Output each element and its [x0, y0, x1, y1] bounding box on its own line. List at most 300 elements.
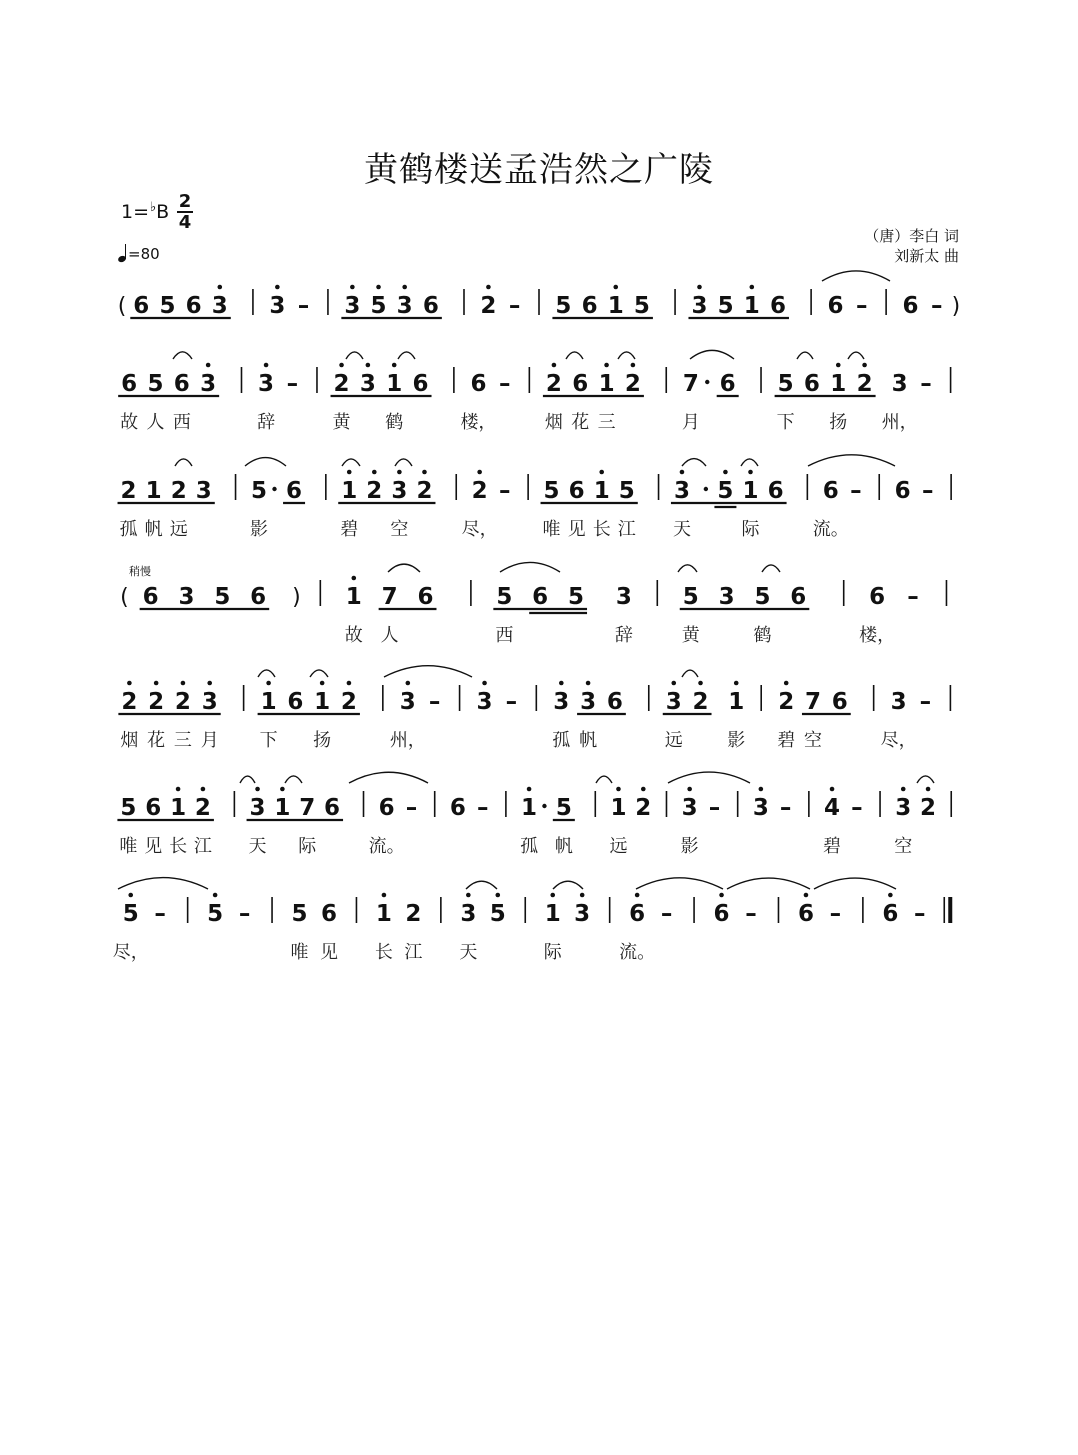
note-numeral: 1 — [375, 901, 392, 927]
high-octave-dot — [888, 893, 893, 898]
lyric-syllable: 际 — [543, 942, 562, 963]
lyric-syllable: 江 — [617, 519, 636, 540]
note-numeral: 1 — [743, 293, 760, 319]
augmentation-dot — [272, 487, 276, 491]
note-numeral: – — [405, 795, 418, 821]
lyric-syllable: 远 — [664, 730, 683, 751]
note-numeral: 6 — [572, 371, 589, 397]
note-numeral: 3 — [890, 689, 907, 715]
augmentation-dot — [542, 804, 546, 808]
note-numeral: 1 — [728, 689, 745, 715]
high-octave-dot — [527, 787, 532, 792]
note-numeral: 5 — [543, 478, 560, 504]
lyric-syllable: 孤 — [520, 836, 539, 857]
note-numeral: 1 — [314, 689, 331, 715]
high-octave-dot — [495, 893, 500, 898]
slur-arc — [682, 670, 698, 677]
high-octave-dot — [697, 285, 702, 290]
note-numeral: 5 — [207, 901, 224, 927]
high-octave-dot — [320, 681, 325, 686]
lyric-syllable: 长 — [592, 519, 611, 540]
note-numeral: 4 — [824, 795, 841, 821]
note-numeral: – — [919, 689, 932, 715]
high-octave-dot — [422, 470, 427, 475]
note-numeral: 2 — [624, 371, 641, 397]
note-numeral: 5 — [555, 293, 572, 319]
slur-arc — [466, 881, 497, 889]
parenthesis: ) — [951, 294, 961, 319]
high-octave-dot — [804, 893, 809, 898]
note-numeral: 5 — [147, 371, 164, 397]
note-numeral: 2 — [340, 689, 357, 715]
note-numeral: 5 — [717, 293, 734, 319]
lyric-syllable: 碧 — [777, 730, 796, 751]
note-numeral: 2 — [366, 478, 383, 504]
note-numeral: – — [920, 371, 932, 397]
slur-arc — [596, 776, 612, 783]
note-numeral: 3 — [211, 293, 228, 319]
time-signature-bottom: 4 — [178, 212, 192, 233]
high-octave-dot — [784, 681, 789, 686]
note-numeral: 3 — [580, 689, 597, 715]
high-octave-dot — [351, 576, 356, 581]
slur-arc — [668, 772, 750, 783]
note-numeral: 5 — [568, 584, 585, 610]
lyric-syllable: 花 — [571, 412, 590, 433]
lyric-syllable: 辞 — [614, 625, 633, 646]
lyric-syllable: 流。 — [368, 836, 405, 857]
lyric-syllable: 下 — [776, 412, 795, 433]
note-numeral: 1 — [598, 371, 615, 397]
note-numeral: 3 — [200, 371, 217, 397]
lyric-syllable: 辞 — [257, 412, 276, 433]
high-octave-dot — [127, 681, 132, 686]
note-numeral: 1 — [386, 371, 403, 397]
parenthesis: ) — [292, 585, 301, 610]
tempo-value: =80 — [128, 245, 160, 263]
note-numeral: – — [498, 478, 511, 504]
high-octave-dot — [680, 470, 685, 475]
note-numeral: 3 — [359, 371, 376, 397]
slur-arc — [175, 459, 192, 466]
note-numeral: – — [499, 371, 511, 397]
lyric-syllable: 孤 — [119, 519, 138, 540]
high-octave-dot — [397, 470, 402, 475]
note-numeral: – — [154, 901, 166, 927]
note-numeral: 6 — [532, 584, 549, 610]
high-octave-dot — [836, 363, 841, 368]
note-numeral: 3 — [476, 689, 493, 715]
note-numeral: 2 — [174, 689, 191, 715]
note-numeral: 6 — [831, 689, 848, 715]
lyric-syllable: 见 — [567, 519, 586, 540]
note-numeral: 2 — [545, 371, 562, 397]
note-numeral: 5 — [120, 795, 137, 821]
slur-arc — [618, 352, 635, 359]
note-numeral: – — [779, 795, 792, 821]
high-octave-dot — [176, 787, 181, 792]
high-octave-dot — [181, 681, 186, 686]
lyric-syllable: 黄 — [681, 625, 700, 646]
high-octave-dot — [275, 285, 280, 290]
note-numeral: 6 — [902, 293, 919, 319]
high-octave-dot — [266, 681, 271, 686]
note-numeral: 6 — [827, 293, 844, 319]
note-numeral: 2 — [635, 795, 652, 821]
slur-arc — [258, 670, 275, 677]
high-octave-dot — [734, 681, 739, 686]
lyric-syllable: 远 — [609, 836, 628, 857]
note-numeral: 6 — [378, 795, 395, 821]
note-numeral: – — [745, 901, 757, 927]
note-numeral: 2 — [148, 689, 165, 715]
note-numeral: 6 — [769, 293, 786, 319]
note-numeral: – — [930, 293, 943, 319]
note-numeral: 6 — [894, 478, 911, 504]
lyric-syllable: 尽， — [880, 730, 917, 751]
slur-arc — [285, 776, 302, 783]
note-numeral: 1 — [274, 795, 291, 821]
high-octave-dot — [466, 893, 471, 898]
note-numeral: 6 — [803, 371, 820, 397]
slur-arc — [762, 565, 780, 572]
high-octave-dot — [280, 787, 285, 792]
high-octave-dot — [604, 363, 609, 368]
lyric-syllable: 流。 — [619, 942, 656, 963]
note-numeral: 5 — [717, 478, 734, 504]
lyric-syllable: 三 — [597, 412, 616, 433]
high-octave-dot — [392, 363, 397, 368]
high-octave-dot — [154, 681, 159, 686]
high-octave-dot — [382, 893, 387, 898]
note-numeral: 2 — [194, 795, 211, 821]
high-octave-dot — [347, 470, 352, 475]
note-numeral: 6 — [713, 901, 730, 927]
lyric-syllable: 天 — [248, 836, 267, 857]
key-note: B — [156, 201, 170, 223]
note-numeral: 6 — [286, 478, 303, 504]
note-numeral: 1 — [742, 478, 759, 504]
lyric-syllable: 际 — [741, 519, 760, 540]
note-numeral: 6 — [287, 689, 304, 715]
high-octave-dot — [616, 787, 621, 792]
note-numeral: 3 — [460, 901, 477, 927]
lyric-syllable: 西 — [172, 412, 191, 433]
lyric-syllable: 尽， — [461, 519, 498, 540]
high-octave-dot — [406, 681, 411, 686]
song-title: 黄鹤楼送孟浩然之广陵 — [364, 150, 714, 190]
note-numeral: 7 — [682, 371, 699, 397]
note-numeral: 5 — [618, 478, 635, 504]
lyric-syllable: 月 — [200, 730, 219, 751]
time-signature-top: 2 — [178, 191, 192, 212]
high-octave-dot — [631, 363, 636, 368]
note-numeral: – — [855, 293, 868, 319]
note-numeral: 5 — [159, 293, 176, 319]
lyric-syllable: 远 — [169, 519, 188, 540]
note-numeral: 1 — [610, 795, 627, 821]
lyric-syllable: 江 — [404, 942, 423, 963]
lyric-syllable: 见 — [144, 836, 163, 857]
note-numeral: 5 — [122, 901, 139, 927]
lyric-syllable: 故 — [120, 412, 139, 433]
note-numeral: – — [708, 795, 721, 821]
note-numeral: 6 — [470, 371, 487, 397]
note-numeral: – — [921, 478, 934, 504]
note-numeral: – — [508, 293, 521, 319]
note-numeral: 1 — [170, 795, 187, 821]
note-numeral: – — [914, 901, 926, 927]
slur-arc — [342, 459, 360, 466]
note-numeral: 6 — [581, 293, 598, 319]
lyric-syllable: 影 — [249, 519, 268, 540]
high-octave-dot — [635, 893, 640, 898]
note-numeral: 3 — [258, 371, 275, 397]
lyric-syllable: 见 — [319, 942, 338, 963]
note-numeral: 3 — [691, 293, 708, 319]
high-octave-dot — [552, 363, 557, 368]
note-numeral: 2 — [471, 478, 488, 504]
augmentation-dot — [704, 487, 708, 491]
high-octave-dot — [213, 893, 218, 898]
high-octave-dot — [207, 681, 212, 686]
lyric-syllable: 尽， — [112, 942, 149, 963]
slur-arc — [310, 670, 328, 677]
note-numeral: – — [829, 901, 842, 927]
note-numeral: 3 — [718, 584, 735, 610]
high-octave-dot — [255, 787, 260, 792]
note-numeral: 3 — [895, 795, 912, 821]
note-numeral: 6 — [185, 293, 202, 319]
note-numeral: 6 — [320, 901, 337, 927]
note-numeral: 5 — [370, 293, 387, 319]
note-numeral: 5 — [555, 795, 572, 821]
note-numeral: 7 — [299, 795, 316, 821]
high-octave-dot — [339, 363, 344, 368]
lyricist-credit: （唐）李白 词 — [864, 227, 959, 245]
note-numeral: 6 — [173, 371, 190, 397]
note-numeral: 3 — [195, 478, 212, 504]
note-numeral: – — [907, 584, 919, 610]
high-octave-dot — [372, 470, 377, 475]
high-octave-dot — [217, 285, 222, 290]
lyric-syllable: 楼， — [460, 412, 497, 433]
note-numeral: – — [286, 371, 299, 397]
slur-arc — [245, 458, 286, 466]
slur-arc — [118, 878, 208, 889]
note-numeral: 2 — [120, 478, 137, 504]
slur-arc — [346, 352, 363, 359]
note-numeral: – — [428, 689, 441, 715]
note-numeral: 5 — [682, 584, 699, 610]
lyric-syllable: 影 — [680, 836, 699, 857]
note-numeral: 1 — [830, 371, 847, 397]
note-numeral: – — [851, 795, 863, 821]
high-octave-dot — [748, 470, 753, 475]
lyric-syllable: 长 — [374, 942, 393, 963]
high-octave-dot — [671, 681, 676, 686]
high-octave-dot — [698, 681, 703, 686]
note-numeral: 2 — [333, 371, 350, 397]
lyric-syllable: 帆 — [554, 836, 573, 857]
note-numeral: 6 — [767, 478, 784, 504]
lyric-syllable: 州， — [881, 412, 918, 433]
final-barline-thick — [948, 897, 952, 923]
slur-arc — [690, 350, 734, 359]
lyric-syllable: 江 — [193, 836, 212, 857]
high-octave-dot — [926, 787, 931, 792]
lyric-syllable: 空 — [803, 730, 822, 751]
note-numeral: 6 — [882, 901, 899, 927]
note-numeral: 2 — [856, 371, 873, 397]
lyric-syllable: 空 — [390, 519, 409, 540]
lyric-syllable: 际 — [298, 836, 317, 857]
note-numeral: 2 — [778, 689, 795, 715]
high-octave-dot — [759, 787, 764, 792]
note-numeral: 6 — [133, 293, 150, 319]
note-numeral: – — [850, 478, 862, 504]
high-octave-dot — [613, 285, 618, 290]
note-numeral: 2 — [692, 689, 709, 715]
note-numeral: 5 — [214, 584, 231, 610]
note-numeral: 3 — [681, 795, 698, 821]
note-numeral: 3 — [752, 795, 769, 821]
note-numeral: 6 — [606, 689, 623, 715]
slur-arc — [395, 459, 412, 466]
slur-arc — [917, 776, 934, 783]
note-numeral: 1 — [593, 478, 610, 504]
note-numeral: 6 — [250, 584, 267, 610]
note-numeral: 3 — [574, 901, 591, 927]
tempo-change-mark: 稍慢 — [129, 565, 151, 578]
parenthesis: ( — [120, 585, 129, 610]
slur-arc — [388, 564, 420, 572]
lyric-syllable: 三 — [173, 730, 192, 751]
note-numeral: 6 — [121, 371, 138, 397]
note-numeral: 5 — [633, 293, 650, 319]
slur-arc — [349, 772, 428, 783]
key-prefix: 1= — [121, 201, 150, 223]
high-octave-dot — [580, 893, 585, 898]
note-numeral: – — [297, 293, 310, 319]
lyric-syllable: 扬 — [313, 730, 332, 751]
lyric-syllable: 烟 — [120, 730, 139, 751]
high-octave-dot — [128, 893, 133, 898]
note-numeral: 3 — [399, 689, 416, 715]
high-octave-dot — [586, 681, 591, 686]
high-octave-dot — [719, 893, 724, 898]
note-numeral: – — [238, 901, 251, 927]
note-numeral: 1 — [607, 293, 624, 319]
note-numeral: 5 — [489, 901, 506, 927]
slur-arc — [814, 878, 896, 889]
slur-arc — [500, 562, 560, 572]
lyric-syllable: 鹤 — [753, 625, 772, 646]
high-octave-dot — [402, 285, 407, 290]
lyric-syllable: 天 — [672, 519, 691, 540]
note-numeral: 3 — [201, 689, 218, 715]
high-octave-dot — [901, 787, 906, 792]
note-numeral: 6 — [790, 584, 807, 610]
note-numeral: 1 — [345, 584, 362, 610]
note-numeral: 6 — [145, 795, 162, 821]
note-numeral: 2 — [405, 901, 422, 927]
slur-arc — [384, 666, 472, 677]
high-octave-dot — [350, 285, 355, 290]
high-octave-dot — [599, 470, 604, 475]
lyric-syllable: 天 — [459, 942, 478, 963]
note-numeral: 1 — [341, 478, 358, 504]
lyric-syllable: 长 — [169, 836, 188, 857]
lyric-syllable: 孤 — [552, 730, 571, 751]
slur-arc — [741, 459, 758, 466]
high-octave-dot — [687, 787, 692, 792]
high-octave-dot — [559, 681, 564, 686]
lyric-syllable: 帆 — [579, 730, 598, 751]
note-numeral: 1 — [145, 478, 162, 504]
note-numeral: 6 — [568, 478, 585, 504]
slur-arc — [173, 352, 192, 359]
slur-arc — [682, 459, 706, 466]
note-numeral: 3 — [665, 689, 682, 715]
lyric-syllable: 唯 — [290, 942, 309, 963]
note-numeral: 3 — [391, 478, 408, 504]
high-octave-dot — [723, 470, 728, 475]
high-octave-dot — [206, 363, 211, 368]
lyric-syllable: 流。 — [812, 519, 849, 540]
note-numeral: 3 — [396, 293, 413, 319]
lyric-syllable: 鹤 — [385, 412, 404, 433]
lyric-syllable: 扬 — [829, 412, 848, 433]
lyric-syllable: 故 — [344, 625, 363, 646]
note-numeral: 6 — [422, 293, 439, 319]
note-numeral: 7 — [381, 584, 398, 610]
note-numeral: 6 — [449, 795, 466, 821]
high-octave-dot — [550, 893, 555, 898]
high-octave-dot — [264, 363, 269, 368]
lyric-syllable: 楼， — [859, 625, 896, 646]
lyric-syllable: 人 — [380, 625, 399, 646]
lyric-syllable: 月 — [681, 412, 700, 433]
note-numeral: – — [505, 689, 518, 715]
slur-arc — [678, 565, 697, 572]
note-numeral: 3 — [344, 293, 361, 319]
slur-arc — [808, 455, 895, 466]
note-numeral: 3 — [891, 371, 908, 397]
high-octave-dot — [366, 363, 371, 368]
note-numeral: 6 — [417, 584, 434, 610]
note-numeral: 3 — [178, 584, 195, 610]
note-numeral: 6 — [869, 584, 886, 610]
lyric-syllable: 唯 — [119, 836, 138, 857]
slur-arc — [398, 352, 415, 359]
lyric-syllable: 花 — [147, 730, 166, 751]
lyric-syllable: 州， — [389, 730, 426, 751]
note-numeral: 3 — [553, 689, 570, 715]
note-numeral: 3 — [269, 293, 286, 319]
high-octave-dot — [750, 285, 755, 290]
lyric-syllable: 帆 — [144, 519, 163, 540]
high-octave-dot — [830, 787, 835, 792]
slur-arc — [797, 352, 813, 359]
lyric-syllable: 西 — [495, 625, 514, 646]
note-numeral: 6 — [324, 795, 341, 821]
note-numeral: 1 — [260, 689, 277, 715]
note-numeral: 3 — [615, 584, 632, 610]
high-octave-dot — [201, 787, 206, 792]
slur-arc — [727, 878, 810, 889]
high-octave-dot — [347, 681, 352, 686]
